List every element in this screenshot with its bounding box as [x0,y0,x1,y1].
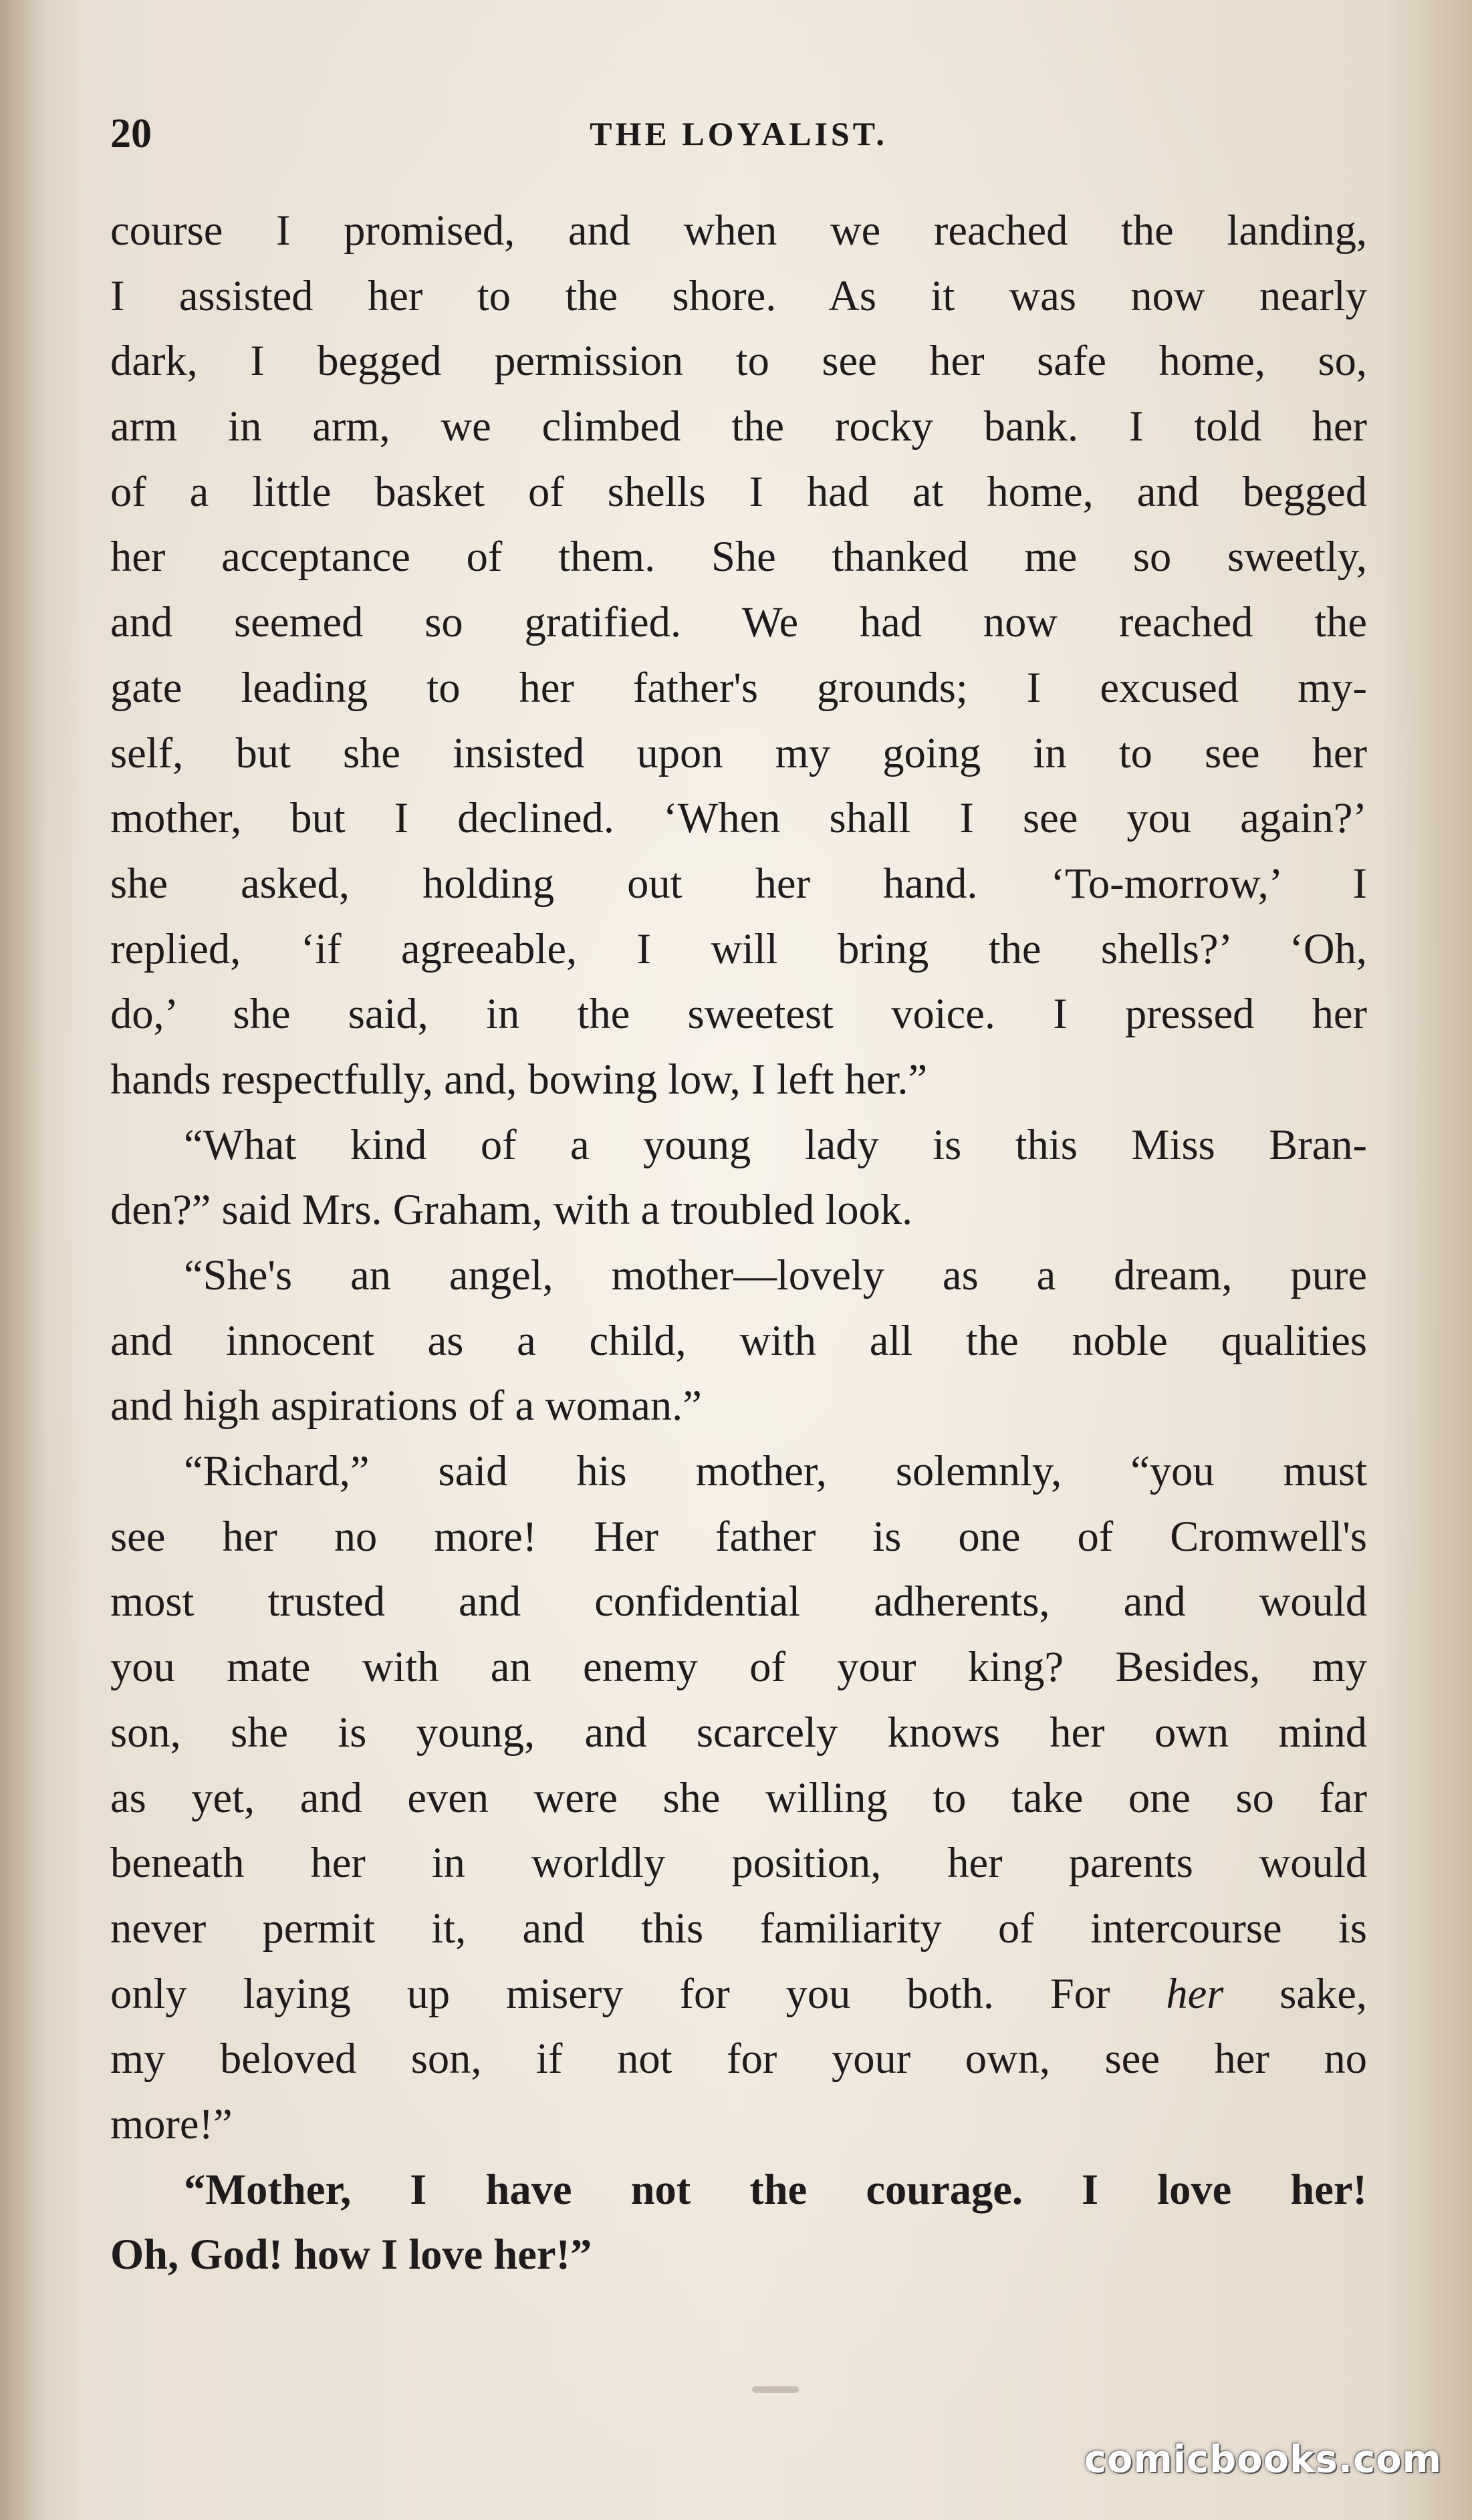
text-line: and high aspirations of a woman.” [110,1382,702,1430]
text-line: “Mother, I have not the courage. I love her! [184,2165,1367,2213]
text-line: of a little basket of shells I had at home, and begged [110,467,1367,515]
text-line: “Richard,” said his mother, solemnly, “you must [184,1447,1367,1495]
text-line: and seemed so gratified. We had now reached the [110,598,1367,646]
text-line: more!” [110,2100,233,2148]
ink-smudge [752,2386,799,2393]
text-line: “What kind of a young lady is this Miss Bran- [184,1120,1367,1168]
text-line: most trusted and confidential adherents, and would [110,1578,1367,1626]
body-text [110,198,1367,2287]
text-line: self, but she insisted upon my going in to see her [110,729,1367,777]
page-number: 20 [110,111,152,156]
running-title: THE LOYALIST. [590,115,888,152]
watermark: comicbooks.com [1084,2438,1442,2481]
text-line: hands respectfully, and, bowing low, I left her.” [110,1055,928,1103]
text-segment: only laying up misery for you both. For [110,1969,1167,2017]
text-line: den?” said Mrs. Graham, with a troubled look. [110,1186,913,1234]
text-line: Oh, God! how I love her!” [110,2231,592,2279]
binding-shadow [0,0,47,2520]
text-line [110,1961,1367,2027]
text-line: “She's an angel, mother—lovely as a dream, pure [184,1251,1367,1299]
text-line: gate leading to her father's grounds; I excused my- [110,663,1367,711]
text-line: my beloved son, if not for your own, see her no [110,2035,1367,2083]
text-line: see her no more! Her father is one of Cromwell's [110,1512,1367,1560]
text-line: as yet, and even were she willing to take one so far [110,1773,1367,1821]
text-line: replied, ‘if agreeable, I will bring the shells?’ ‘Oh, [110,924,1367,973]
text-segment: sake, [1223,1969,1367,2017]
text-line: and innocent as a child, with all the noble qualities [110,1316,1367,1364]
text-line: never permit it, and this familiarity of intercourse is [110,1904,1367,1952]
text-line: dark, I begged permission to see her safe home, so, [110,337,1367,385]
text-line: beneath her in worldly position, her parents would [110,1839,1367,1887]
text-line: she asked, holding out her hand. ‘To-morrow,’ I [110,859,1367,907]
running-head [110,107,1367,160]
text-line: course I promised, and when we reached the landing, [110,207,1367,254]
text-line: you mate with an enemy of your king? Besides, my [110,1643,1367,1691]
text-line: I assisted her to the shore. As it was now nearly [110,271,1367,320]
text-line: her acceptance of them. She thanked me so sweetly, [110,533,1367,581]
text-line: arm in arm, we climbed the rocky bank. I told her [110,402,1367,451]
text-line: son, she is young, and scarcely knows her own mind [110,1708,1367,1756]
italic-word: her [1166,1969,1224,2017]
text-line: mother, but I declined. ‘When shall I see you again?’ [110,794,1367,842]
text-line: do,’ she said, in the sweetest voice. I pressed her [110,990,1367,1038]
